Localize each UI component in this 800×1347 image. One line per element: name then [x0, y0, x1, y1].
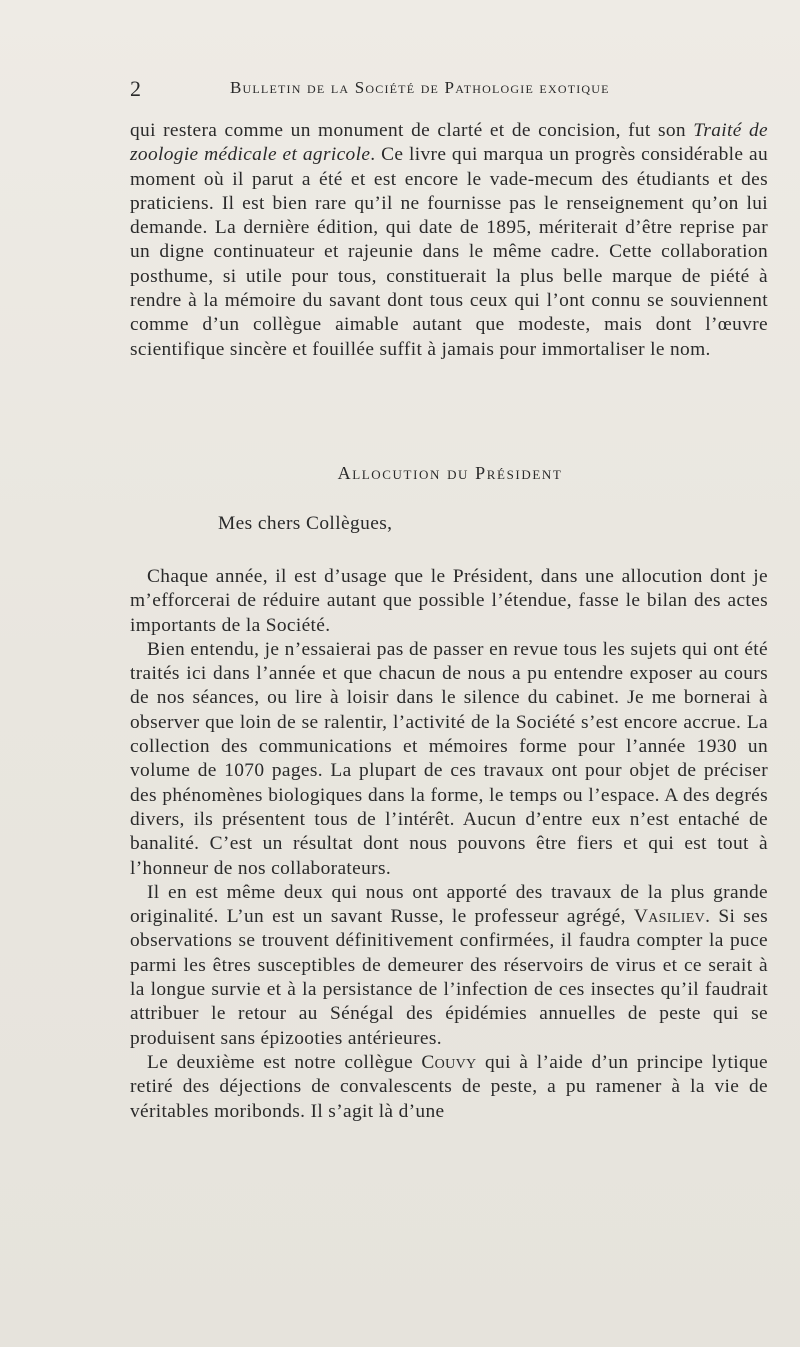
page-header: [130, 76, 770, 104]
book-title: Traité de zoologie médicale et agricole: [130, 120, 769, 166]
speech-body: [130, 565, 768, 1124]
speech-paragraph-4-before: Le deuxième est notre collègue: [147, 1051, 422, 1073]
speech-paragraph-3-after: . Si ses observations se trouvent définitivement confirmées, il faudra compter la puce parmi les êtres susceptibles de demeurer des réservoirs de virus et ce serait à la longue survie et à la persistance de l’infection de ces insectes qu’il faudrait attribuer le retour au Sénégal des épidémies annuelles de peste qui se produisent sans épizooties antérieures.: [130, 906, 768, 1049]
intro-text-part1: qui restera comme un monument de clarté et de concision, fut son: [130, 120, 694, 141]
running-head: Bulletin de la Société de Pathologie exotique: [230, 78, 610, 97]
speech-paragraph-2: Bien entendu, je n’essaierai pas de passer en revue tous les sujets qui ont été traités ici dans l’année et que chacun de nous a pu entendre exposer au cours de nos séances, ou lire à loisir dans le silence du cabinet. Je me bornerai à observer que loin de se ralentir, l’activité de la Société s’est encore accrue. La collection des communications et mémoires forme pour l’année 1930 un volume de 1070 pages. La plupart de ces travaux ont pour objet de préciser des phénomènes biologiques dans la forme, le temps ou l’espace. A des degrés divers, ils présentent tous de l’intérêt. Aucun d’entre eux n’est entaché de banalité. C’est un résultat dont nous pouvons être fiers et qui est tout à l’honneur de nos collaborateurs.: [130, 638, 768, 879]
author-name-vasiliev: Vasiliev: [633, 906, 706, 928]
page-number: 2: [130, 76, 141, 101]
intro-text: [130, 119, 768, 362]
intro-text-part2: . Ce livre qui marqua un progrès considérable au moment où il parut a été et est encore le vade-mecum des étudiants et des praticiens. Il est bien rare qu’il ne fournisse pas le renseignement qu’on lui demande. La dernière édition, qui date de 1895, mériterait d’être reprise par un digne continuateur et rajeunie dans le même cadre. Cette collaboration posthume, si utile pour tous, constituerait la plus belle marque de piété à rendre à la mémoire du savant dont tous ceux qui l’ont connu se souviennent comme d’un collègue aimable autant que modeste, mais dont l’œuvre scientifique sincère et fouillée suffit à jamais pour immortaliser le nom.: [130, 144, 768, 360]
speech-paragraph-3-before: Il en est même deux qui nous ont apporté des travaux de la plus grande originalité. L’un est un savant Russe, le professeur agrégé,: [130, 881, 768, 928]
section-heading: Allocution du Président: [337, 463, 563, 483]
speech-paragraph-3: [130, 881, 768, 1051]
intro-paragraph: [130, 119, 768, 362]
salutation: Mes chers Collègues,: [218, 513, 393, 534]
speech-paragraph-4-after: qui à l’aide d’un principe lytique retiré des déjections de convalescents de peste, a pu ramener à la vie de véritables moribonds. Il s’agit là d’une: [130, 1051, 768, 1122]
author-name-couvy: Couvy: [421, 1051, 477, 1073]
speech-paragraph-4: [130, 1051, 768, 1124]
speech-paragraph-1: Chaque année, il est d’usage que le Président, dans une allocution dont je m’efforcerai de réduire autant que possible l’étendue, fasse le bilan des actes importants de la Société.: [130, 566, 768, 636]
